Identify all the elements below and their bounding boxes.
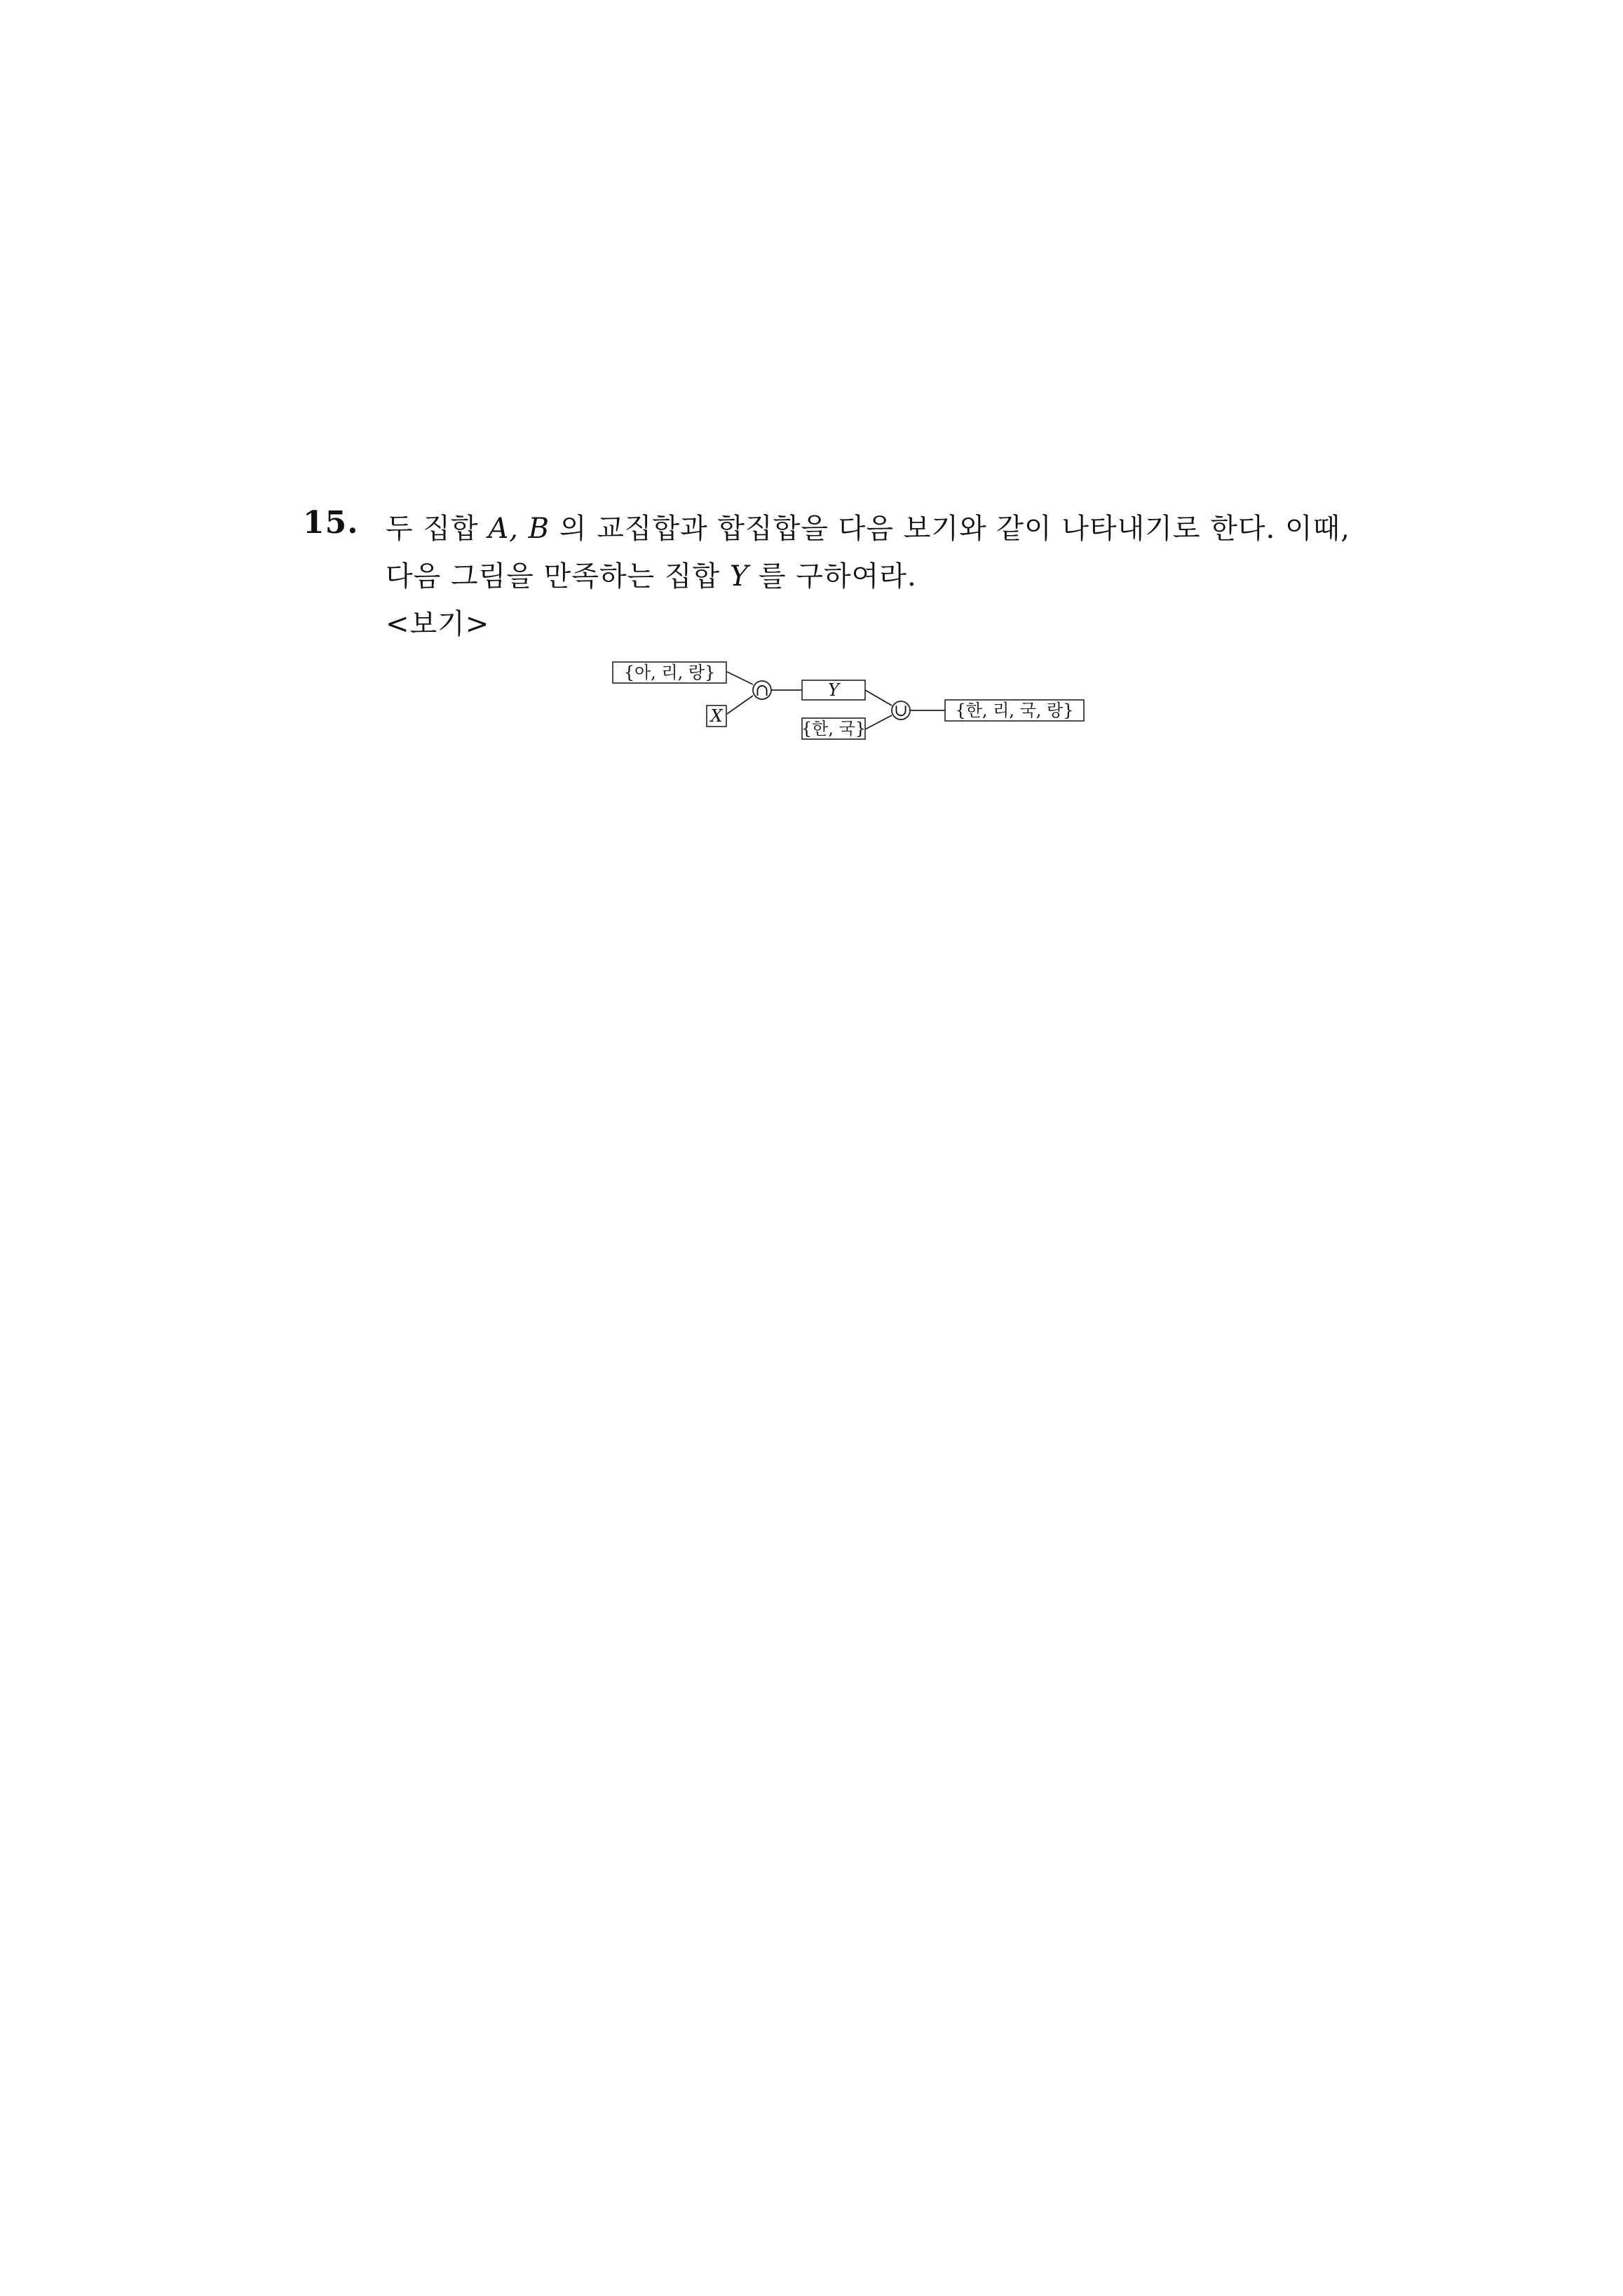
union-symbol: ∪ [893,701,909,720]
problem-line-1-end: 의 교집합과 합집합을 다음 보기와 같이 나타내기로 한다. 이때, [550,513,1350,545]
wire-x-to-intersection [727,696,753,714]
wire-bottom-to-union [865,715,892,729]
set-x-label: X [710,706,723,726]
problem-line-1 [386,506,1350,546]
set-bottom-label: {한, 국} [801,719,867,738]
problem-line-2-end: 를 구하여라. [749,560,917,593]
intersection-symbol: ∩ [754,680,770,700]
set-operation-diagram [603,645,1094,743]
problem-line-2 [386,554,917,594]
set-y-label: Y [828,680,839,700]
set-result-label: {한, 리, 국, 랑} [955,701,1074,720]
problem-number: 15. [303,505,359,541]
problem-line-2-start: 다음 그림을 만족하는 집합 [386,560,730,593]
set-top-left-label: {아, 리, 랑} [623,663,716,682]
problem-line-1-start: 두 집합 [386,513,489,545]
example-label: <보기> [386,608,490,640]
problem-var-y: Y [729,560,749,593]
problem-vars-ab: A, B [488,513,550,545]
wire-y-to-union [865,690,892,705]
wire-top-left-to-intersection [727,672,753,684]
